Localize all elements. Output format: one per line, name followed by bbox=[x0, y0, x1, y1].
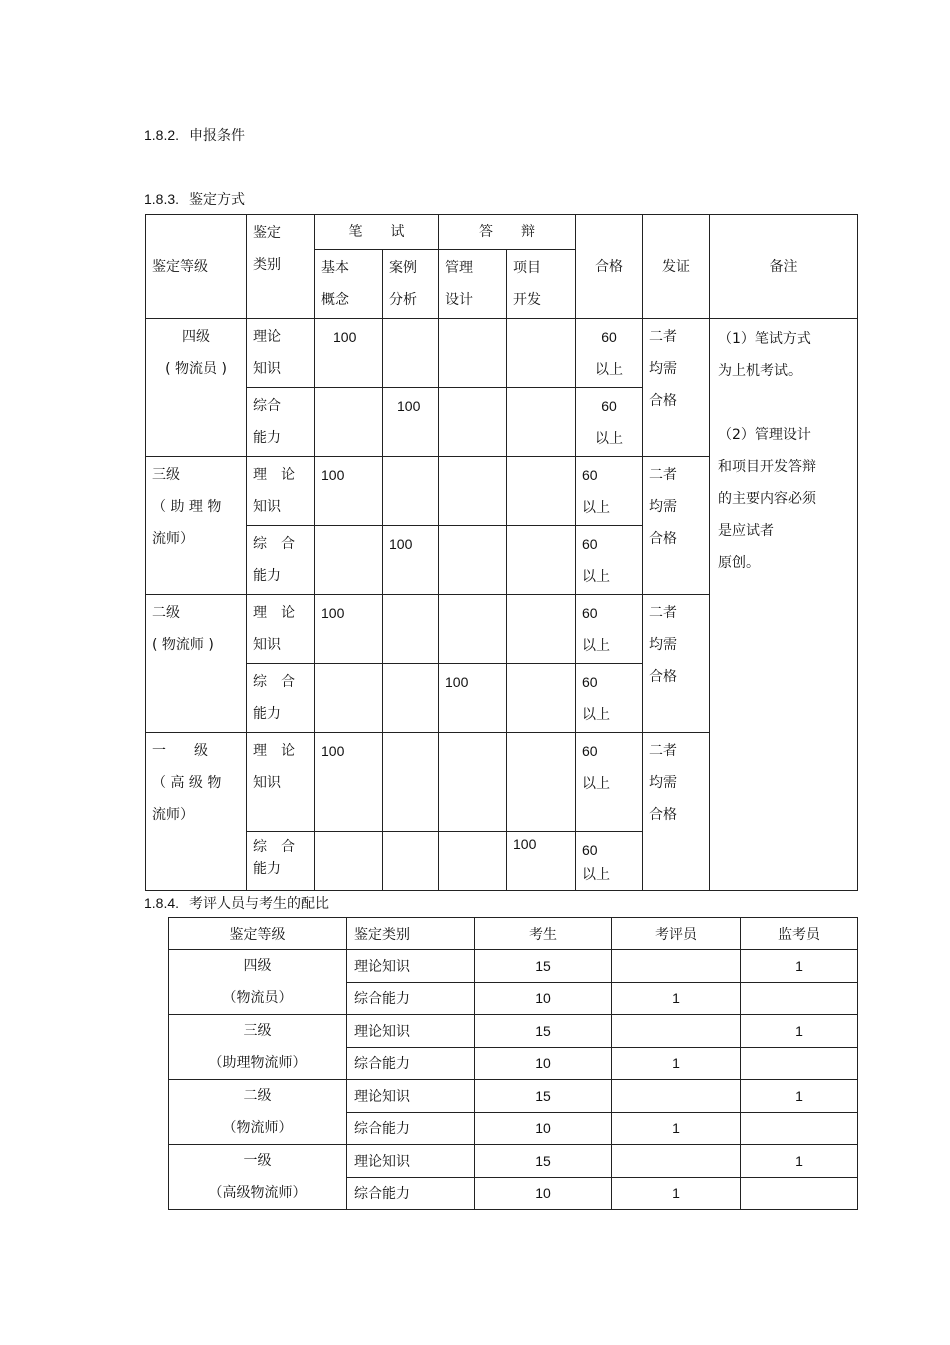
cert-cell-line: 均需 bbox=[649, 361, 677, 377]
case-score bbox=[383, 664, 439, 733]
ratio-category-cell: 理论知识 bbox=[347, 1015, 475, 1048]
cert-cell bbox=[643, 319, 710, 457]
level-cell-line: （ 助 理 物 bbox=[152, 499, 222, 515]
ratio-row bbox=[169, 1145, 858, 1178]
cert-cell-line: 合格 bbox=[649, 531, 677, 547]
header-category-line: 鉴定 bbox=[253, 225, 281, 241]
category-cell-line: 理 论 bbox=[253, 743, 295, 759]
students-count: 15 bbox=[475, 1145, 612, 1178]
case-score: 100 bbox=[383, 526, 439, 595]
category-cell bbox=[247, 832, 315, 891]
cert-cell-line: 二者 bbox=[649, 605, 677, 621]
pass-cell-line: 60 bbox=[582, 536, 598, 552]
invigilators-count: 1 bbox=[741, 1080, 858, 1113]
remark-line: 的主要内容必须 bbox=[718, 491, 816, 507]
header-proj bbox=[507, 250, 576, 319]
ratio-header-cell: 鉴定类别 bbox=[347, 918, 475, 950]
ratio-header-cell: 鉴定等级 bbox=[169, 918, 347, 950]
pass-cell-line: 以上 bbox=[582, 706, 610, 722]
ratio-header-cell: 考生 bbox=[475, 918, 612, 950]
examiners-count: 1 bbox=[612, 1047, 741, 1080]
pass-cell bbox=[576, 664, 643, 733]
category-cell bbox=[247, 319, 315, 388]
remark-line: 原创。 bbox=[718, 555, 760, 571]
category-cell-line: 综合 bbox=[253, 398, 281, 414]
ratio-level-cell bbox=[169, 1080, 347, 1145]
cert-cell-line: 均需 bbox=[649, 775, 677, 791]
basic-score: 100 bbox=[315, 733, 383, 832]
students-count: 10 bbox=[475, 1112, 612, 1145]
header-case-line: 案例 bbox=[389, 260, 417, 276]
header-level: 鉴定等级 bbox=[146, 215, 247, 319]
case-score bbox=[383, 733, 439, 832]
category-cell-line: 综 合 bbox=[253, 536, 295, 552]
case-score bbox=[383, 457, 439, 526]
pass-cell-line: 60 bbox=[582, 605, 598, 621]
level-cell bbox=[146, 319, 247, 457]
ratio-level-line: 二级 bbox=[243, 1088, 272, 1104]
category-cell-line: 知识 bbox=[253, 637, 281, 653]
ratio-category-cell: 理论知识 bbox=[347, 1145, 475, 1178]
ratio-header-cell: 考评员 bbox=[612, 918, 741, 950]
header-case bbox=[383, 250, 439, 319]
level-cell-line: ( 物流师 ) bbox=[152, 637, 214, 653]
pass-cell-line: 60 bbox=[601, 398, 617, 414]
ratio-level-cell bbox=[169, 950, 347, 1015]
remark-line: （1）笔试方式 bbox=[718, 331, 811, 347]
ratio-row bbox=[169, 1015, 858, 1048]
category-cell bbox=[247, 664, 315, 733]
cert-cell-line: 合格 bbox=[649, 393, 677, 409]
pass-cell bbox=[576, 388, 643, 457]
header-mgmt-line: 管理 bbox=[445, 260, 473, 276]
header-defense: 答 辩 bbox=[439, 215, 576, 250]
heading-1-8-3 bbox=[144, 189, 245, 209]
ratio-level-line: 一级 bbox=[243, 1153, 272, 1169]
ratio-header-cell: 监考员 bbox=[741, 918, 858, 950]
category-cell bbox=[247, 457, 315, 526]
assessment-method-table bbox=[145, 214, 858, 891]
remark-line: 是应试者 bbox=[718, 523, 774, 539]
cert-cell-line: 均需 bbox=[649, 499, 677, 515]
category-cell-line: 知识 bbox=[253, 361, 281, 377]
cert-cell bbox=[643, 457, 710, 595]
heading-text: 申报条件 bbox=[189, 128, 246, 144]
invigilators-count bbox=[741, 1177, 858, 1210]
remark-line: 和项目开发答辩 bbox=[718, 459, 816, 475]
proj-score bbox=[507, 319, 576, 388]
ratio-level-cell bbox=[169, 1145, 347, 1210]
category-cell-line: 理 论 bbox=[253, 605, 295, 621]
students-count: 15 bbox=[475, 1080, 612, 1113]
header-remark: 备注 bbox=[710, 215, 858, 319]
proj-score bbox=[507, 595, 576, 664]
ratio-category-cell: 理论知识 bbox=[347, 950, 475, 983]
header-case-line: 分析 bbox=[389, 292, 417, 308]
level-cell bbox=[146, 595, 247, 733]
pass-cell-line: 60 bbox=[582, 674, 598, 690]
examiners-count: 1 bbox=[612, 1177, 741, 1210]
header-proj-line: 开发 bbox=[513, 292, 541, 308]
proj-score: 100 bbox=[507, 832, 576, 891]
ratio-level-line: （高级物流师） bbox=[208, 1185, 307, 1201]
heading-1-8-2 bbox=[144, 125, 245, 145]
ratio-row bbox=[169, 950, 858, 983]
header-basic bbox=[315, 250, 383, 319]
mgmt-score bbox=[439, 733, 507, 832]
pass-cell-line: 以上 bbox=[595, 430, 623, 446]
invigilators-count: 1 bbox=[741, 1145, 858, 1178]
students-count: 15 bbox=[475, 1015, 612, 1048]
cert-cell-line: 合格 bbox=[649, 669, 677, 685]
mgmt-score bbox=[439, 457, 507, 526]
students-count: 10 bbox=[475, 1177, 612, 1210]
case-score: 100 bbox=[383, 388, 439, 457]
cert-cell bbox=[643, 733, 710, 891]
mgmt-score bbox=[439, 388, 507, 457]
header-cert: 发证 bbox=[643, 215, 710, 319]
header-row-1 bbox=[146, 215, 858, 250]
pass-cell-line: 60 bbox=[601, 329, 617, 345]
invigilators-count bbox=[741, 1112, 858, 1145]
proj-score bbox=[507, 388, 576, 457]
examiners-count bbox=[612, 1080, 741, 1113]
mgmt-score bbox=[439, 526, 507, 595]
ratio-row bbox=[169, 1080, 858, 1113]
header-proj-line: 项目 bbox=[513, 260, 541, 276]
ratio-header-row bbox=[169, 918, 858, 950]
examiners-count: 1 bbox=[612, 1112, 741, 1145]
examiners-count bbox=[612, 950, 741, 983]
case-score bbox=[383, 832, 439, 891]
category-cell-line: 能力 bbox=[253, 706, 281, 722]
heading-text: 考评人员与考生的配比 bbox=[189, 896, 330, 912]
proj-score bbox=[507, 457, 576, 526]
ratio-level-line: （助理物流师） bbox=[208, 1055, 307, 1071]
examiners-count bbox=[612, 1145, 741, 1178]
header-mgmt bbox=[439, 250, 507, 319]
ratio-level-line: 三级 bbox=[243, 1023, 272, 1039]
remarks-cell bbox=[710, 319, 858, 891]
header-basic-line: 基本 bbox=[321, 260, 349, 276]
basic-score bbox=[315, 832, 383, 891]
ratio-level-cell bbox=[169, 1015, 347, 1080]
level-cell-line: 三级 bbox=[152, 467, 180, 483]
category-cell-line: 理论 bbox=[253, 329, 281, 345]
pass-cell-line: 以上 bbox=[595, 361, 623, 377]
pass-cell bbox=[576, 457, 643, 526]
pass-cell-line: 以上 bbox=[582, 637, 610, 653]
remark-line: 为上机考试。 bbox=[718, 363, 802, 379]
level-cell bbox=[146, 733, 247, 891]
category-cell-line: 知识 bbox=[253, 499, 281, 515]
cert-cell-line: 均需 bbox=[649, 637, 677, 653]
ratio-level-line: 四级 bbox=[243, 958, 272, 974]
category-cell bbox=[247, 526, 315, 595]
cert-cell-line: 二者 bbox=[649, 329, 677, 345]
header-basic-line: 概念 bbox=[321, 292, 349, 308]
pass-cell-line: 60 bbox=[582, 467, 598, 483]
examiners-count: 1 bbox=[612, 982, 741, 1015]
category-cell bbox=[247, 733, 315, 832]
category-cell bbox=[247, 388, 315, 457]
ratio-category-cell: 综合能力 bbox=[347, 1047, 475, 1080]
case-score bbox=[383, 595, 439, 664]
heading-number: 1.8.2. bbox=[144, 127, 180, 143]
case-score bbox=[383, 319, 439, 388]
ratio-level-line: （物流员） bbox=[222, 990, 293, 1006]
invigilators-count: 1 bbox=[741, 1015, 858, 1048]
pass-cell-line: 以上 bbox=[582, 499, 610, 515]
level-cell-line: 流师） bbox=[152, 807, 194, 823]
examiner-ratio-table bbox=[168, 917, 858, 1210]
proj-score bbox=[507, 664, 576, 733]
cert-cell bbox=[643, 595, 710, 733]
cert-cell-line: 二者 bbox=[649, 743, 677, 759]
basic-score bbox=[315, 526, 383, 595]
level-cell-line: 流师） bbox=[152, 531, 194, 547]
students-count: 15 bbox=[475, 950, 612, 983]
cert-cell-line: 合格 bbox=[649, 807, 677, 823]
invigilators-count: 1 bbox=[741, 950, 858, 983]
heading-number: 1.8.4. bbox=[144, 895, 180, 911]
pass-cell-line: 60 bbox=[582, 743, 598, 759]
pass-cell bbox=[576, 319, 643, 388]
level-cell-line: 一 级 bbox=[152, 743, 208, 759]
category-cell-line: 知识 bbox=[253, 775, 281, 791]
heading-number: 1.8.3. bbox=[144, 191, 180, 207]
proj-score bbox=[507, 733, 576, 832]
pass-cell-line: 60 bbox=[582, 842, 598, 858]
header-category bbox=[247, 215, 315, 319]
students-count: 10 bbox=[475, 1047, 612, 1080]
remark-line: （2）管理设计 bbox=[718, 427, 811, 443]
basic-score bbox=[315, 388, 383, 457]
pass-cell bbox=[576, 595, 643, 664]
heading-text: 鉴定方式 bbox=[189, 192, 246, 208]
mgmt-score bbox=[439, 319, 507, 388]
pass-cell-line: 以上 bbox=[582, 775, 610, 791]
category-cell-line: 理 论 bbox=[253, 467, 295, 483]
basic-score bbox=[315, 664, 383, 733]
pass-cell bbox=[576, 733, 643, 832]
category-cell bbox=[247, 595, 315, 664]
category-cell-line: 能力 bbox=[253, 861, 281, 877]
header-mgmt-line: 设计 bbox=[445, 292, 473, 308]
level-cell-line: 二级 bbox=[152, 605, 180, 621]
basic-score: 100 bbox=[315, 319, 383, 388]
level-cell-line: ( 物流员 ) bbox=[165, 361, 227, 377]
basic-score: 100 bbox=[315, 595, 383, 664]
ratio-category-cell: 综合能力 bbox=[347, 1177, 475, 1210]
examiners-count bbox=[612, 1015, 741, 1048]
header-category-line: 类别 bbox=[253, 257, 281, 273]
category-cell-line: 综 合 bbox=[253, 674, 295, 690]
level-cell bbox=[146, 457, 247, 595]
data-row bbox=[146, 319, 858, 388]
mgmt-score bbox=[439, 832, 507, 891]
mgmt-score bbox=[439, 595, 507, 664]
pass-cell bbox=[576, 832, 643, 891]
heading-1-8-4 bbox=[144, 893, 329, 913]
ratio-level-line: （物流师） bbox=[222, 1120, 293, 1136]
pass-cell bbox=[576, 526, 643, 595]
category-cell-line: 综 合 bbox=[253, 839, 295, 855]
ratio-category-cell: 综合能力 bbox=[347, 1112, 475, 1145]
ratio-category-cell: 综合能力 bbox=[347, 982, 475, 1015]
category-cell-line: 能力 bbox=[253, 430, 281, 446]
remark-spacer bbox=[718, 387, 849, 419]
pass-cell-line: 以上 bbox=[582, 568, 610, 584]
category-cell-line: 能力 bbox=[253, 568, 281, 584]
mgmt-score: 100 bbox=[439, 664, 507, 733]
level-cell-line: 四级 bbox=[182, 329, 210, 345]
proj-score bbox=[507, 526, 576, 595]
invigilators-count bbox=[741, 982, 858, 1015]
ratio-category-cell: 理论知识 bbox=[347, 1080, 475, 1113]
basic-score: 100 bbox=[315, 457, 383, 526]
pass-cell-line: 以上 bbox=[582, 866, 610, 882]
header-pass: 合格 bbox=[576, 215, 643, 319]
invigilators-count bbox=[741, 1047, 858, 1080]
cert-cell-line: 二者 bbox=[649, 467, 677, 483]
students-count: 10 bbox=[475, 982, 612, 1015]
header-written: 笔 试 bbox=[315, 215, 439, 250]
level-cell-line: （ 高 级 物 bbox=[152, 775, 222, 791]
